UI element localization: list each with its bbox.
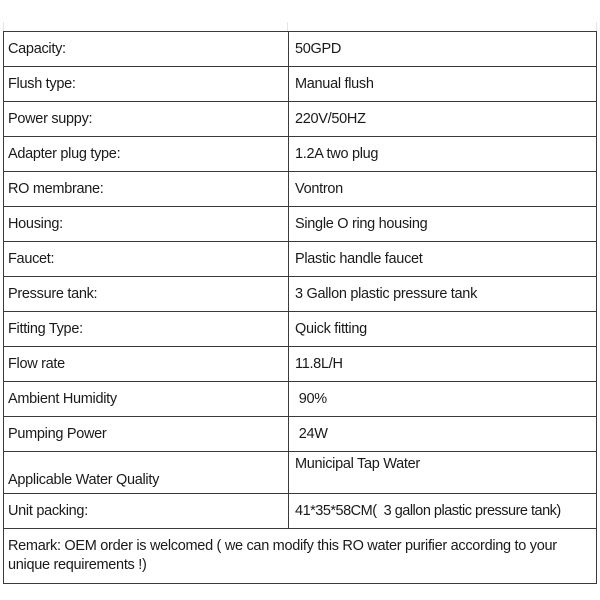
spec-value: Plastic handle faucet: [289, 242, 597, 277]
spec-label: Ambient Humidity: [4, 382, 289, 417]
remark-row: [4, 529, 597, 584]
table-row: [4, 67, 597, 102]
table-row: [4, 207, 597, 242]
table-row: [4, 382, 597, 417]
table-row: [4, 242, 597, 277]
table-row: [4, 494, 597, 529]
table-row: [4, 32, 597, 67]
spec-table: [3, 31, 597, 584]
spec-value: Municipal Tap Water: [289, 452, 597, 494]
spec-label: Fitting Type:: [4, 312, 289, 347]
spec-value: Vontron: [289, 172, 597, 207]
spec-label: RO membrane:: [4, 172, 289, 207]
table-row: [4, 102, 597, 137]
table-row: [4, 172, 597, 207]
spec-label: Applicable Water Quality: [4, 452, 289, 494]
spec-label: Adapter plug type:: [4, 137, 289, 172]
spec-value: 1.2A two plug: [289, 137, 597, 172]
spec-value: 90%: [289, 382, 597, 417]
spec-label: Pressure tank:: [4, 277, 289, 312]
spec-value: Quick fitting: [289, 312, 597, 347]
spec-label: Capacity:: [4, 32, 289, 67]
spec-value: 3 Gallon plastic pressure tank: [289, 277, 597, 312]
spec-label: Faucet:: [4, 242, 289, 277]
spec-value: Manual flush: [289, 67, 597, 102]
spec-value: 11.8L/H: [289, 347, 597, 382]
spec-label: Power suppy:: [4, 102, 289, 137]
table-row: [4, 347, 597, 382]
table-row: [4, 452, 597, 494]
spec-label: Pumping Power: [4, 417, 289, 452]
table-row: [4, 277, 597, 312]
spec-label: Housing:: [4, 207, 289, 242]
spec-label: Unit packing:: [4, 494, 289, 529]
spec-value: 50GPD: [289, 32, 597, 67]
spec-label: Flow rate: [4, 347, 289, 382]
spec-value: Single O ring housing: [289, 207, 597, 242]
spec-label: Flush type:: [4, 67, 289, 102]
table-row: [4, 312, 597, 347]
spec-value: 220V/50HZ: [289, 102, 597, 137]
remark-text: Remark: OEM order is welcomed ( we can modify this RO water purifier according to your unique requirements !): [4, 529, 597, 584]
table-row: [4, 137, 597, 172]
table-row: [4, 417, 597, 452]
spec-value: 41*35*58CM( 3 gallon plastic pressure tank): [289, 494, 597, 529]
spec-value: 24W: [289, 417, 597, 452]
